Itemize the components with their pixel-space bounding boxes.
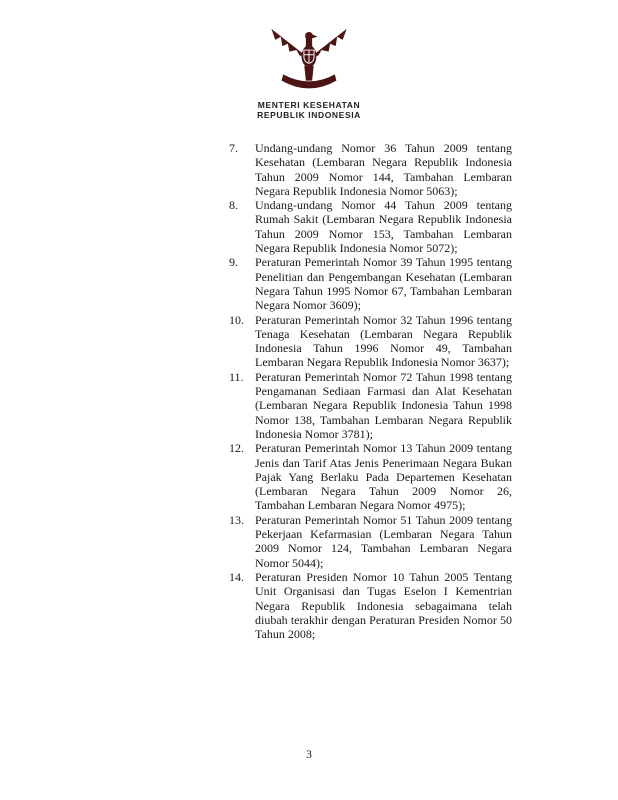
list-item [229,513,512,570]
list-item-text: Peraturan Pemerintah Nomor 13 Tahun 2009 tentang Jenis dan Tarif Atas Jenis Penerimaan Negara Bukan Pajak Yang Berlaku Pada Departemen Kesehatan (Lembaran Negara Tahun 2009 Nomor 26, Tambahan Lembaran Negara Nomor 4975); [255,441,512,513]
list-item-number: 8. [229,198,238,213]
list-item [229,370,512,441]
list-item-text: Peraturan Presiden Nomor 10 Tahun 2005 Tentang Unit Organisasi dan Tugas Eselon I Kementrian Negara Republik Indonesia sebagaimana telah diubah terakhir dengan Peraturan Presiden Nomor 50 Tahun 2008; [255,569,512,642]
list-item-text: Peraturan Pemerintah Nomor 51 Tahun 2009 tentang Pekerjaan Kefarmasian (Lembaran Negara Tahun 2009 Nomor 124, Tambahan Lembaran Negara Nomor 5044); [255,512,512,570]
page-number: 3 [306,749,312,761]
list-item [229,198,512,255]
list-item-number: 9. [229,255,238,270]
list-item-number: 13. [229,512,244,527]
list-item-text: Peraturan Pemerintah Nomor 32 Tahun 1996 tentang Tenaga Kesehatan (Lembaran Negara Republik Indonesia Tahun 1996 Nomor 49, Tambahan Lembaran Negara Republik Indonesia Nomor 3637); [255,312,512,370]
list-item-number: 12. [229,441,244,456]
list-item-text: Undang-undang Nomor 44 Tahun 2009 tentang Rumah Sakit (Lembaran Negara Republik Indonesia Tahun 2009 Nomor 153, Tambahan Lembaran Negara Republik Indonesia Nomor 5072); [255,198,512,256]
list-item-text: Peraturan Pemerintah Nomor 72 Tahun 1998 tentang Pengamanan Sediaan Farmasi dan Alat Kesehatan (Lembaran Negara Republik Indonesia Tahun 1998 Nomor 138, Tambahan Lembaran Negara Republik Indonesia Nomor 3781); [255,369,512,441]
legal-references-list [229,141,512,641]
list-item-text: Peraturan Pemerintah Nomor 39 Tahun 1995 tentang Penelitian dan Pengembangan Kesehatan (Lembaran Negara Tahun 1995 Nomor 67, Tambahan Lembaran Negara Nomor 3609); [255,255,512,313]
list-item [229,441,512,512]
list-item [229,313,512,370]
list-item [229,570,512,641]
garuda-pancasila-emblem [262,24,356,98]
list-item-text: Undang-undang Nomor 36 Tahun 2009 tentang Kesehatan (Lembaran Negara Republik Indonesia Tahun 2009 Nomor 144, Tambahan Lembaran Negara Republik Indonesia Nomor 5063); [255,141,512,198]
ministry-country: REPUBLIK INDONESIA [257,110,361,120]
letterhead [0,24,618,120]
list-item [229,255,512,312]
list-item-number: 11. [229,369,244,384]
list-item-number: 10. [229,312,244,327]
list-item-number: 14. [229,569,244,584]
list-item-number: 7. [229,141,238,155]
list-item [229,141,512,198]
ministry-name: MENTERI KESEHATAN [257,100,361,110]
